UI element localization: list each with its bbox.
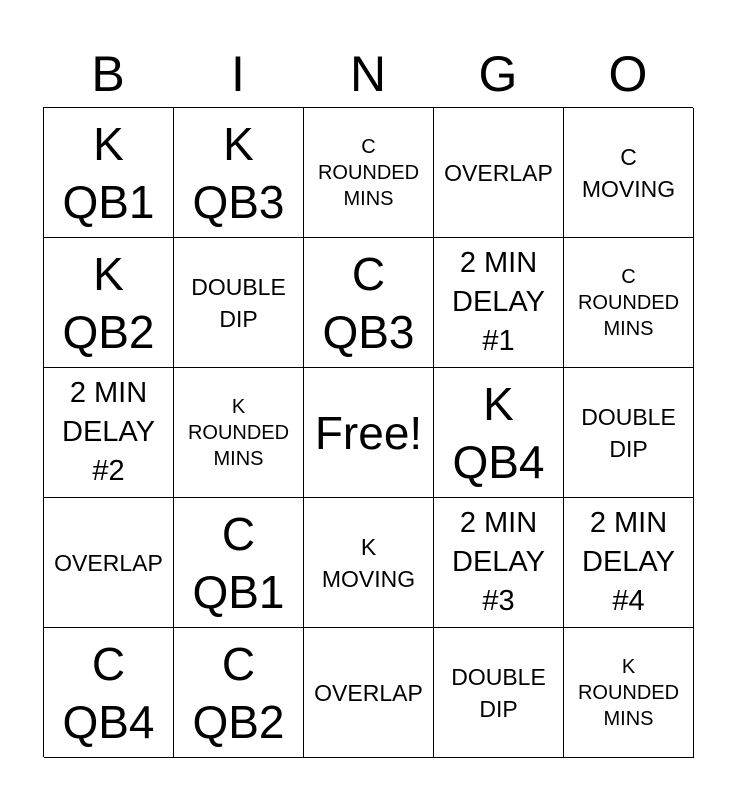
- bingo-cell-label: K QB1: [62, 117, 155, 228]
- bingo-cell-label: C MOVING: [581, 143, 676, 202]
- header-letter-n: N: [349, 46, 387, 102]
- bingo-cell[interactable]: [564, 238, 694, 368]
- bingo-cell-label: 2 MIN DELAY #2: [62, 377, 155, 487]
- free-space-cell[interactable]: [304, 368, 434, 498]
- bingo-cell-label: K ROUNDED MINS: [577, 655, 680, 730]
- bingo-cell[interactable]: [434, 368, 564, 498]
- bingo-cell-label: K MOVING: [321, 533, 416, 592]
- bingo-cell[interactable]: [434, 108, 564, 238]
- header-letter-b: B: [91, 46, 125, 102]
- bingo-cell-label: K QB3: [192, 117, 285, 228]
- bingo-cell[interactable]: [564, 368, 694, 498]
- bingo-cell[interactable]: [44, 238, 174, 368]
- bingo-cell[interactable]: [564, 628, 694, 758]
- bingo-cell-label: C QB3: [322, 247, 415, 358]
- bingo-cell[interactable]: [434, 628, 564, 758]
- bingo-cell-label: DOUBLE DIP: [451, 663, 546, 722]
- bingo-cell[interactable]: [304, 108, 434, 238]
- bingo-cell-label: K ROUNDED MINS: [187, 395, 290, 470]
- bingo-cell-label: 2 MIN DELAY #1: [452, 247, 545, 357]
- bingo-cell-label: OVERLAP: [54, 549, 163, 576]
- bingo-cell[interactable]: [434, 238, 564, 368]
- bingo-cell-label: OVERLAP: [314, 679, 423, 706]
- bingo-cell-label: C QB2: [192, 637, 285, 748]
- bingo-cell[interactable]: [304, 238, 434, 368]
- bingo-cell-label: C QB1: [192, 507, 285, 618]
- bingo-cell-label: C ROUNDED MINS: [317, 135, 420, 210]
- bingo-cell[interactable]: [304, 628, 434, 758]
- header-letter-o: O: [608, 46, 648, 102]
- bingo-cell[interactable]: [434, 498, 564, 628]
- bingo-cell[interactable]: [564, 108, 694, 238]
- bingo-cell-label: C ROUNDED MINS: [577, 265, 680, 340]
- header-letter-i: I: [231, 46, 245, 102]
- header-letter-g: G: [478, 46, 518, 102]
- bingo-cell[interactable]: [44, 628, 174, 758]
- bingo-cell-label: 2 MIN DELAY #4: [582, 507, 675, 617]
- bingo-cell[interactable]: [174, 628, 304, 758]
- bingo-cell[interactable]: [44, 368, 174, 498]
- bingo-cell-label: 2 MIN DELAY #3: [452, 507, 545, 617]
- bingo-cell[interactable]: [304, 498, 434, 628]
- bingo-cell-label: DOUBLE DIP: [581, 403, 676, 462]
- bingo-cell[interactable]: [174, 108, 304, 238]
- bingo-cell[interactable]: [44, 108, 174, 238]
- bingo-cell-label: K QB4: [452, 377, 545, 488]
- bingo-cell[interactable]: [174, 498, 304, 628]
- bingo-cell[interactable]: [174, 238, 304, 368]
- free-space-label: Free!: [314, 406, 423, 459]
- bingo-header: [43, 40, 693, 108]
- bingo-cell-label: OVERLAP: [444, 159, 553, 186]
- bingo-cell[interactable]: [44, 498, 174, 628]
- bingo-board: [43, 107, 693, 757]
- bingo-cell-label: K QB2: [62, 247, 155, 358]
- bingo-cell-label: C QB4: [62, 637, 155, 748]
- bingo-cell[interactable]: [174, 368, 304, 498]
- bingo-cell[interactable]: [564, 498, 694, 628]
- bingo-cell-label: DOUBLE DIP: [191, 273, 286, 332]
